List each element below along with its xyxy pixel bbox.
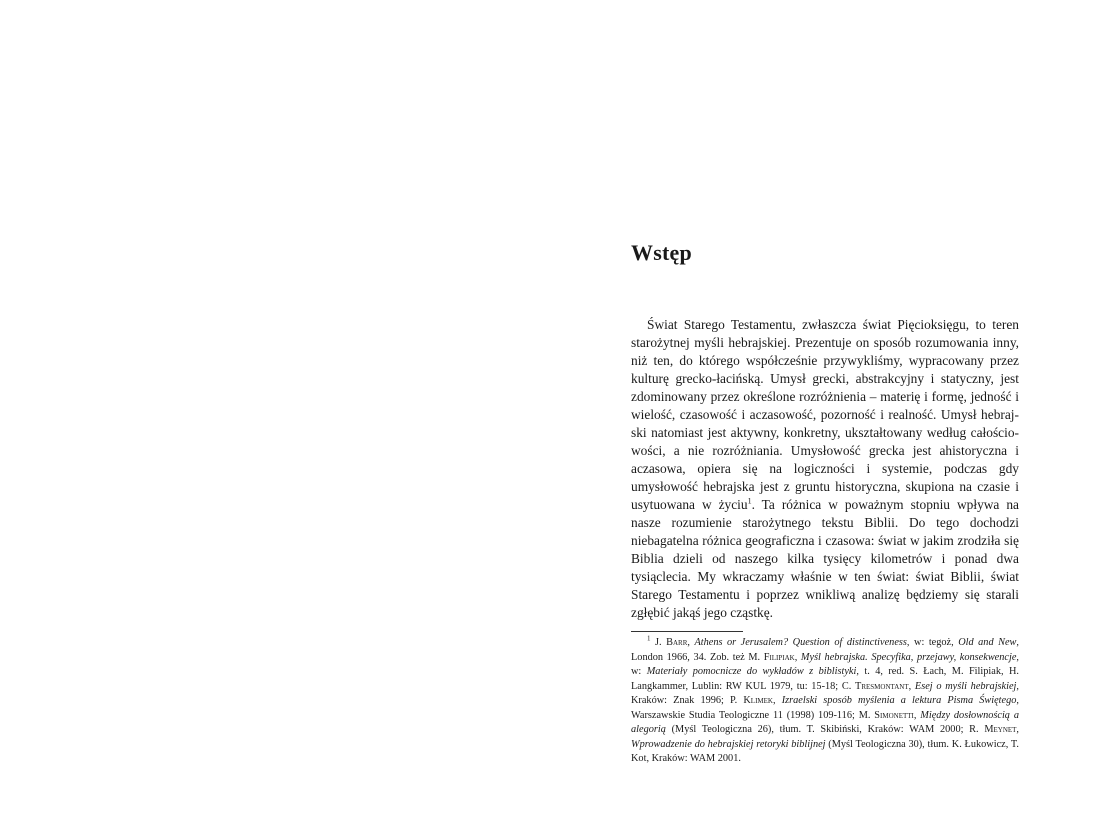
chapter-heading: Wstęp: [631, 240, 692, 265]
footnote-text: , London 1966, 34. Zob. też M.: [631, 637, 1019, 663]
footnote-text: , Warszawskie Studia Teologiczne 11 (1998) 109-116; M.: [631, 695, 1019, 721]
footnote-reference: 1: [747, 496, 752, 506]
author-name: Meynet: [984, 724, 1017, 736]
work-title: Między dosłownością a alegorią: [631, 709, 1019, 736]
work-title: Athens or Jerusalem? Question of distinctiveness: [694, 637, 907, 648]
footnote-text: (Myśl Teologiczna 26), tłum. T. Skibiński, Kraków: WAM 2000; R.: [665, 724, 985, 736]
footnote-text: ,: [772, 695, 782, 707]
footnote-text: , t. 4, red. S. Łach, M. Filipiak, H. Langkammer, Lublin: RW KUL 1979, tu: 15-18; C.: [631, 666, 1020, 692]
author-name: Simonetti: [874, 709, 914, 721]
body-text-part-2: . Ta różnica w poważnym stopniu wpływa na nasze rozumienie starożytnego tekstu Biblii. Do tego dochodzi niebagatelna różnica geograficzna i czasowa: świat w jakim zrodziła się Biblia dzieli od naszego kilka tysięcy kilometrów i ponad dwa tysiąclecia. My wkraczamy właśnie w ten świat: świat Biblii, świat Starego Testamentu i poprzez wnikliwą analizę będziemy się starali zgłębić jakąś jego cząstkę.: [631, 497, 1019, 620]
author-name: Tresmontant: [855, 680, 909, 692]
footnote-text: , w: tegoż,: [906, 637, 959, 648]
footnote-text: ,: [687, 637, 695, 648]
footnote-separator: [631, 631, 743, 632]
author-name: Filipiak: [763, 651, 795, 663]
footnote-text: ,: [908, 680, 915, 692]
footnote-text: ,: [1016, 724, 1019, 736]
author-name: Barr: [666, 637, 688, 648]
work-title: Materiały pomocnicze do wykładów z biblistyki: [646, 666, 857, 678]
footnote-number: 1: [647, 634, 651, 643]
footnote-text: (Myśl Teologiczna 30), tłum. K. Łukowicz, T. Kot, Kraków: WAM 2001.: [631, 738, 1019, 765]
footnote-text: ,: [913, 709, 921, 721]
footnote-text: ,: [794, 651, 801, 663]
footnote-text: J.: [650, 637, 667, 648]
author-name: Klimek: [743, 695, 773, 707]
work-title: Myśl hebrajska. Specyfika, przejawy, konsekwencje: [800, 651, 1017, 663]
footnote-text: , Kraków: Znak 1996; P.: [631, 680, 1019, 707]
work-title: Izraelski sposób myślenia a lektura Pisma Świętego: [781, 695, 1017, 707]
work-title: Wprowadzenie do hebrajskiej retoryki biblijnej: [631, 738, 826, 750]
footnote: [631, 636, 1019, 767]
work-title: Old and New: [958, 637, 1017, 648]
work-title: Esej o myśli hebrajskiej: [914, 680, 1017, 692]
body-text-part-1: Świat Starego Testamentu, zwłaszcza świat Pięcioksięgu, to teren starożytnej myśli hebrajskiej. Prezentuje on sposób rozumowania inny, niż ten, do którego współcześnie przywykliśmy, wypracowany przez kulturę grecko-łacińską. Umysł grecki, abstrakcyjny i statyczny, jest zdominowany przez określone rozróżnienia – materię i formę, jedność i wielość, czasowość i aczasowość, pozorność i realność. Umysł hebrajski natomiast jest aktywny, konkretny, ukształtowany według całościowości, a nie rozróżniania. Umysłowość grecka jest ahistoryczna i aczasowa, opiera się na logiczności i systemie, podczas gdy umysłowość hebrajska jest z gruntu historyczna, skupiona na czasie i usytuowana w życiu: [631, 317, 1019, 512]
footnote-text: , w:: [631, 651, 1019, 678]
body-paragraph: [631, 316, 1019, 622]
